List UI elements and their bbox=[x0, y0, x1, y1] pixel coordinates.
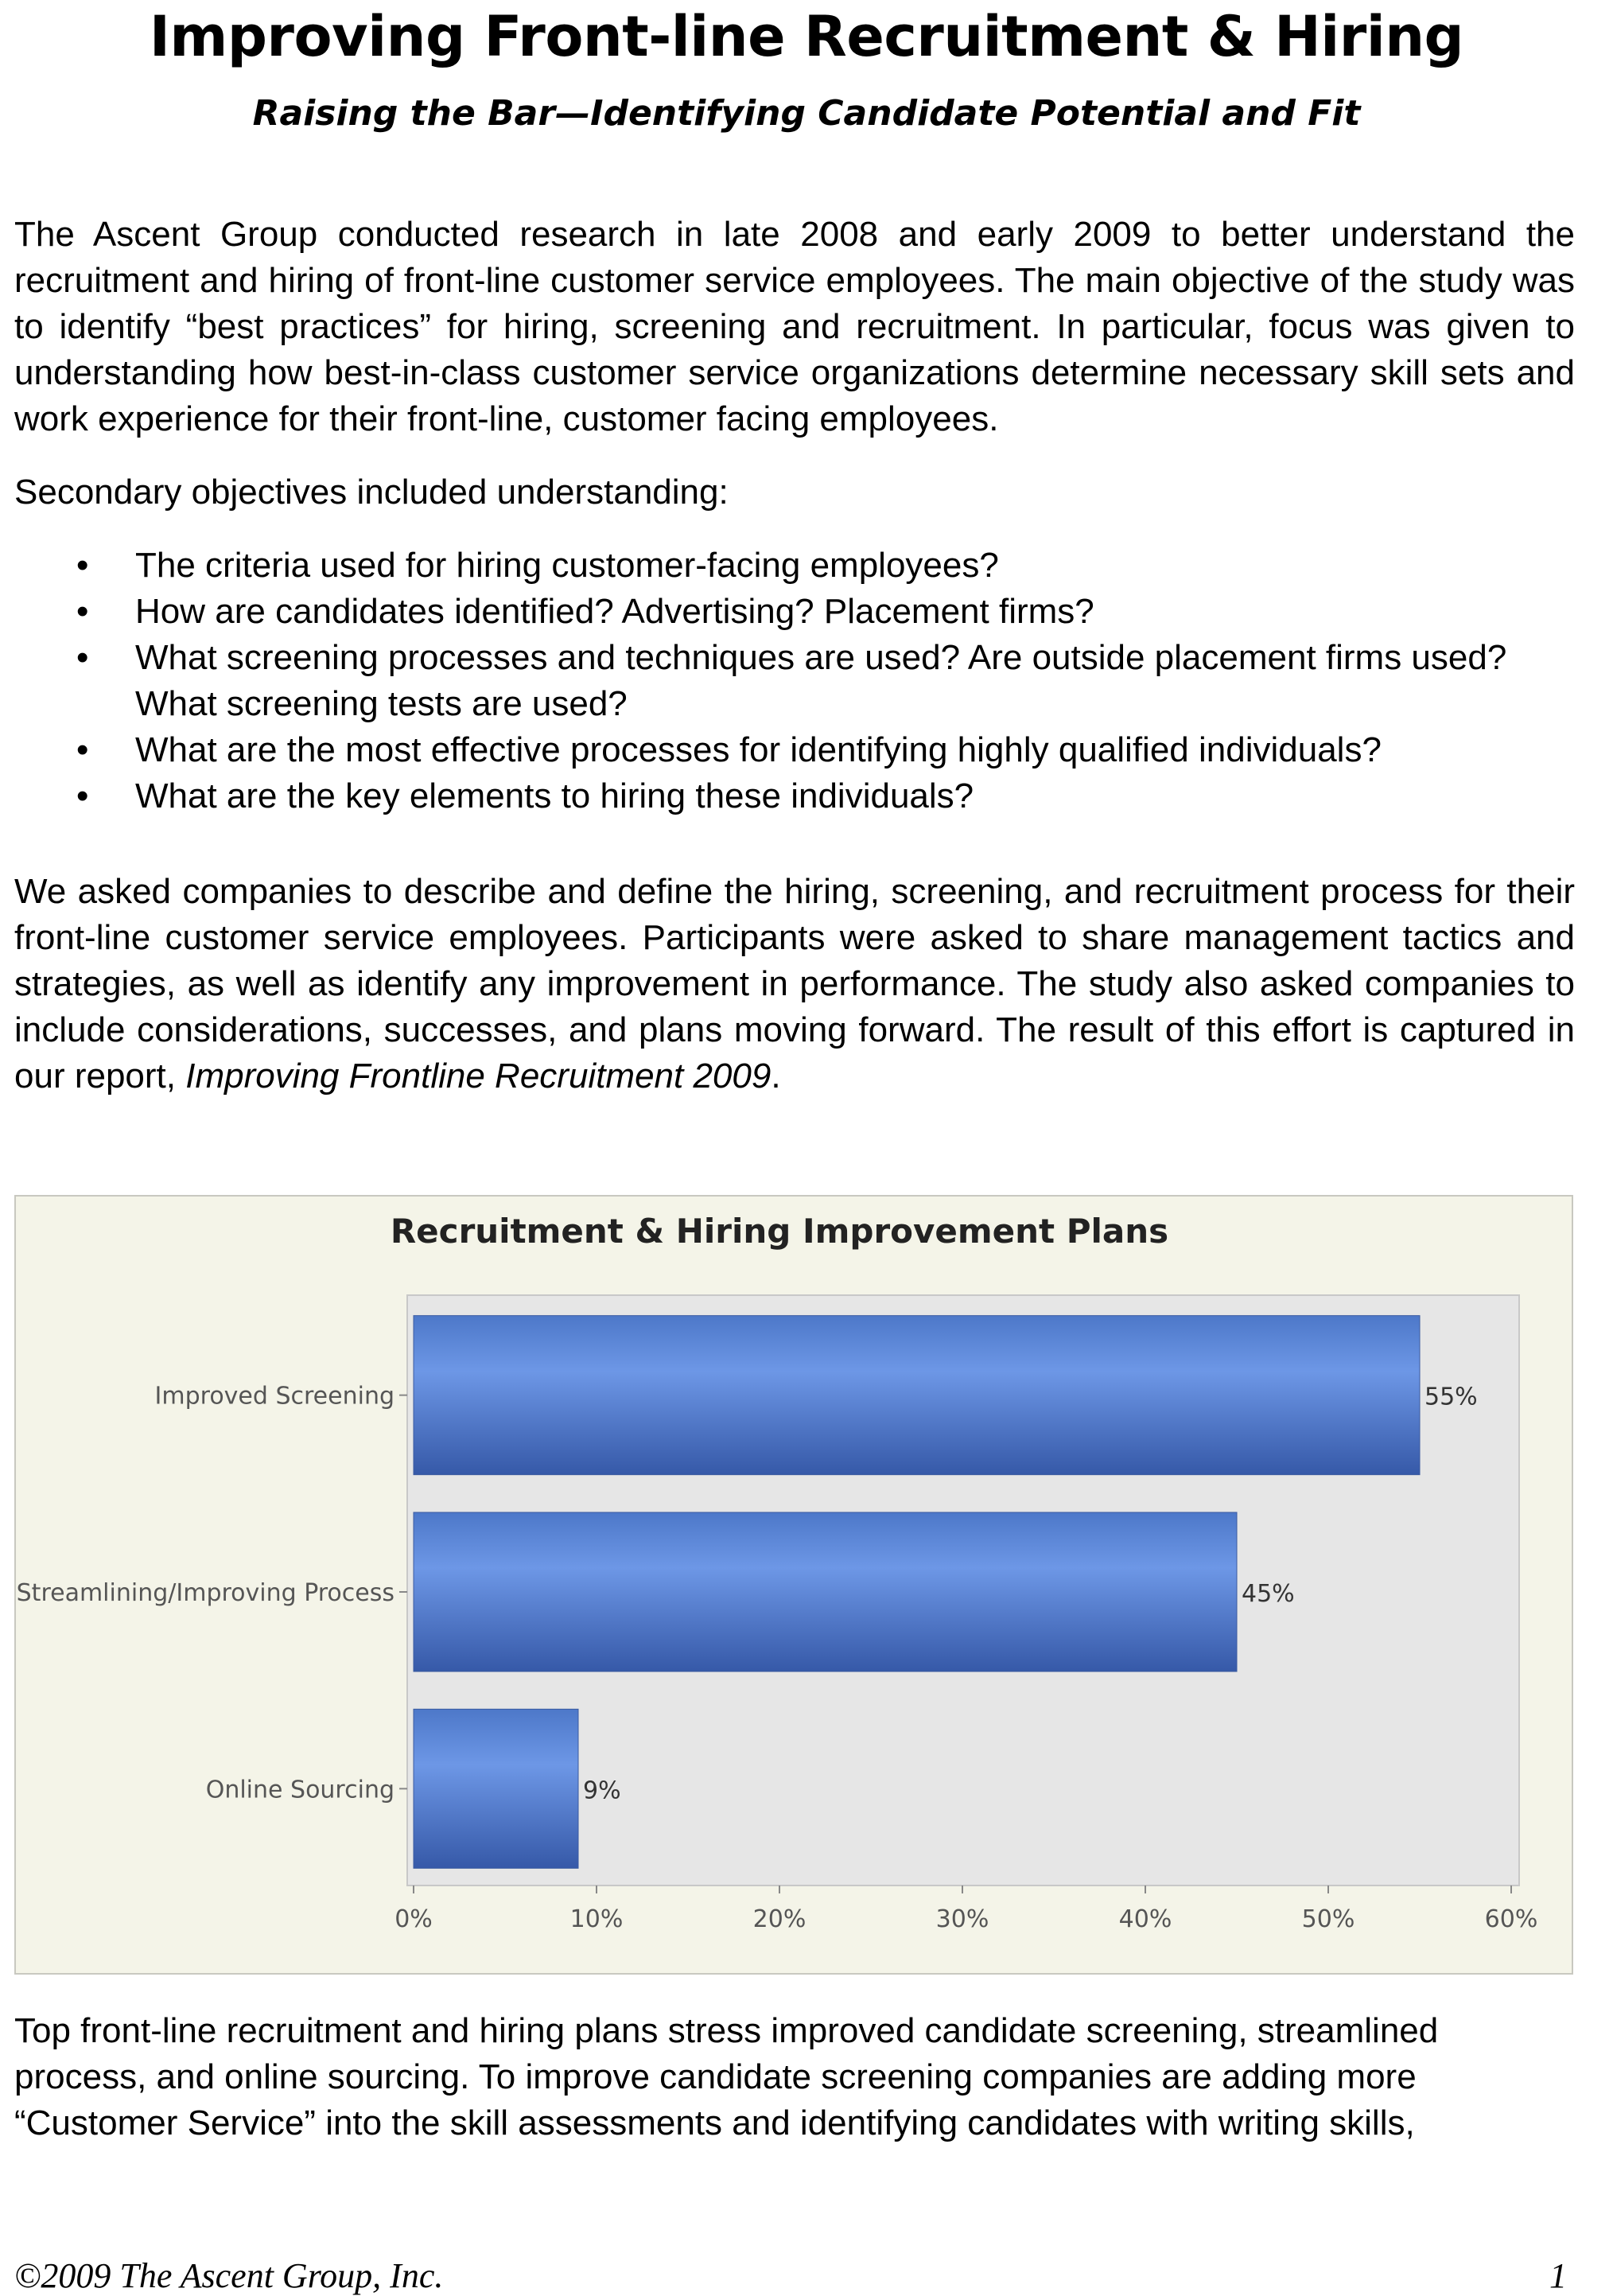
chart-bar bbox=[414, 1512, 1237, 1671]
page-subtitle: Raising the Bar—Identifying Candidate Potential and Fit bbox=[252, 93, 1361, 134]
category-label: Improved Screening bbox=[154, 1382, 395, 1411]
bullet-icon: • bbox=[76, 638, 89, 677]
x-tick-label: 30% bbox=[935, 1905, 989, 1933]
chart-canvas bbox=[16, 1197, 1575, 1976]
x-tick-label: 0% bbox=[395, 1905, 433, 1933]
x-tick-label: 20% bbox=[752, 1905, 806, 1933]
objectives-list bbox=[0, 543, 1613, 819]
list-item bbox=[0, 589, 1591, 635]
bar-value-label: 55% bbox=[1424, 1383, 1478, 1411]
list-item-text: What are the key elements to hiring these individuals? bbox=[135, 776, 974, 815]
x-tick-label: 50% bbox=[1301, 1905, 1355, 1933]
list-item bbox=[0, 727, 1591, 773]
report-title: Improving Frontline Recruitment 2009 bbox=[185, 1057, 772, 1095]
bullet-icon: • bbox=[76, 546, 89, 585]
list-item bbox=[0, 635, 1591, 727]
methodology-text: We asked companies to describe and define the hiring, screening, and recruitment process for their front-line customer service employees. Participants were asked to share management tactics and strategies, as well as identify any improvement in performance. The study also asked companies to include considerations, successes, and plans moving forward. The result of this effort is captured in our report, bbox=[14, 872, 1575, 1095]
list-item-text: What screening processes and techniques are used? Are outside placement firms used? What screening tests are used? bbox=[135, 638, 1507, 723]
bullet-icon: • bbox=[76, 592, 89, 631]
chart-bar bbox=[414, 1316, 1420, 1475]
methodology-end: . bbox=[771, 1057, 781, 1095]
x-tick-label: 40% bbox=[1118, 1905, 1172, 1933]
bullet-icon: • bbox=[76, 776, 89, 815]
page-title: Improving Front-line Recruitment & Hiring bbox=[149, 4, 1464, 69]
chart-bar bbox=[414, 1709, 578, 1868]
intro-paragraph: The Ascent Group conducted research in late 2008 and early 2009 to better understand the recruitment and hiring of front-line customer service employees. The main objective of the study was to identify “best practices” for hiring, screening and recruitment. In particular, focus was given to understanding how best-in-class customer service organizations determine necessary skill sets and work experience for their front-line, customer facing employees. bbox=[14, 215, 1575, 438]
copyright-footer: ©2009 The Ascent Group, Inc. bbox=[14, 2256, 444, 2295]
list-item-text: What are the most effective processes for identifying highly qualified individuals? bbox=[135, 730, 1382, 769]
list-item-text: How are candidates identified? Advertising? Placement firms? bbox=[135, 592, 1094, 631]
bar-value-label: 9% bbox=[583, 1776, 621, 1805]
bar-chart bbox=[14, 1195, 1573, 1975]
x-tick-label: 60% bbox=[1484, 1905, 1538, 1933]
findings-paragraph: Top front-line recruitment and hiring plans stress improved candidate screening, streamlined process, and online sourcing. To improve candidate screening companies are adding more “Customer Service” into the skill assessments and identifying candidates with writing skills, bbox=[14, 2011, 1439, 2142]
bar-value-label: 45% bbox=[1242, 1580, 1295, 1608]
chart-title: Recruitment & Hiring Improvement Plans bbox=[390, 1212, 1169, 1251]
list-item bbox=[0, 773, 1591, 819]
category-label: Online Sourcing bbox=[205, 1776, 395, 1804]
list-item bbox=[0, 543, 1591, 589]
category-label: Streamlining/Improving Process bbox=[16, 1579, 395, 1607]
methodology-paragraph bbox=[14, 869, 1575, 1099]
page-number: 1 bbox=[1549, 2256, 1567, 2295]
bullet-icon: • bbox=[76, 730, 89, 769]
list-item-text: The criteria used for hiring customer-facing employees? bbox=[135, 546, 999, 585]
secondary-objectives-heading: Secondary objectives included understanding: bbox=[14, 473, 729, 512]
x-tick-label: 10% bbox=[569, 1905, 624, 1933]
